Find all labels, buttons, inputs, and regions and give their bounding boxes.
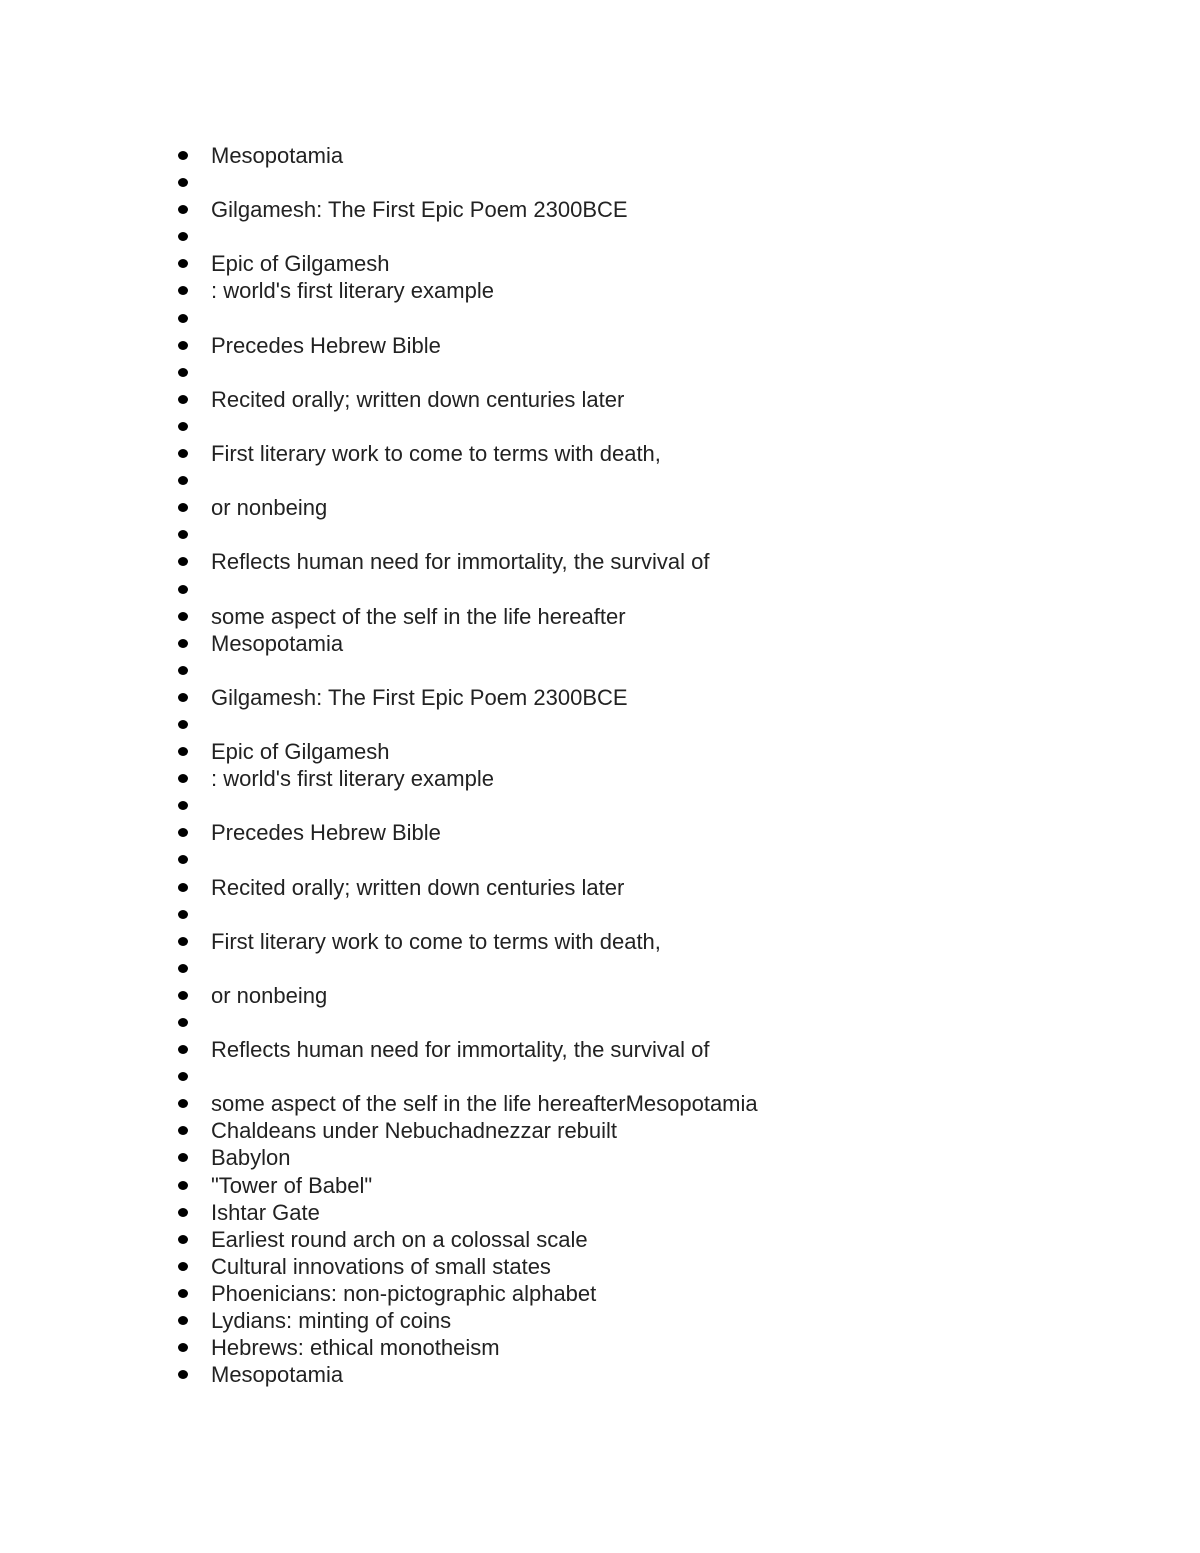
list-item (178, 1199, 1078, 1226)
bullet-icon (178, 368, 188, 377)
bullet-icon (178, 964, 188, 973)
list-item-text: Cultural innovations of small states (211, 1253, 551, 1279)
list-item (178, 1280, 1078, 1307)
list-item (178, 1226, 1078, 1253)
bullet-icon (178, 503, 188, 512)
bullet-icon (178, 1235, 188, 1244)
bullet-icon (178, 259, 188, 268)
bullet-icon (178, 178, 188, 187)
list-item (178, 277, 1078, 304)
list-item-text: Mesopotamia (211, 143, 344, 168)
bullet-icon (178, 1045, 188, 1054)
bullet-icon (178, 1343, 188, 1352)
list-item (178, 711, 1078, 738)
list-item (178, 467, 1078, 494)
list-item (178, 1117, 1078, 1144)
list-item (178, 1361, 1078, 1388)
list-item-text: Gilgamesh: The First Epic Poem 2300BCE (211, 684, 628, 710)
bullet-icon (178, 1099, 188, 1108)
bullet-icon (178, 693, 188, 702)
list-item (178, 223, 1078, 250)
list-item (178, 1036, 1078, 1063)
list-item (178, 440, 1078, 467)
list-item (178, 1090, 1078, 1117)
list-item-text: Ishtar Gate (211, 1199, 320, 1225)
bullet-icon (178, 151, 188, 160)
bullet-icon (178, 476, 188, 485)
bullet-icon (178, 1181, 188, 1190)
list-item (178, 819, 1078, 846)
list-item (178, 521, 1078, 548)
list-item (178, 1334, 1078, 1361)
bullet-icon (178, 1126, 188, 1135)
list-item (178, 792, 1078, 819)
bullet-icon (178, 883, 188, 892)
bullet-icon (178, 205, 188, 214)
bullet-icon (178, 855, 188, 864)
list-item-text: some aspect of the self in the life hereafter (211, 603, 626, 629)
list-item (178, 630, 1078, 657)
list-item (178, 874, 1078, 901)
list-item (178, 548, 1078, 575)
bullet-icon (178, 1153, 188, 1162)
list-item (178, 386, 1078, 413)
list-item-text: First literary work to come to terms with death, (211, 441, 661, 467)
list-item-text: : world's first literary example (211, 278, 494, 304)
list-item (178, 1009, 1078, 1036)
bullet-icon (178, 801, 188, 810)
list-item-text: Reflects human need for immortality, the survival of (211, 1037, 710, 1063)
bullet-icon (178, 530, 188, 539)
bullet-icon (178, 1289, 188, 1298)
list-item (178, 955, 1078, 982)
list-item (178, 1063, 1078, 1090)
list-item-text: Epic of Gilgamesh (211, 739, 390, 765)
list-item (178, 494, 1078, 521)
list-item (178, 1172, 1078, 1199)
list-item (178, 332, 1078, 359)
list-item (178, 928, 1078, 955)
bullet-icon (178, 991, 188, 1000)
list-item (178, 196, 1078, 223)
list-item-text: Recited orally; written down centuries later (211, 386, 625, 412)
list-item (178, 982, 1078, 1009)
bullet-icon (178, 1262, 188, 1271)
bullet-icon (178, 666, 188, 675)
bullet-icon (178, 1208, 188, 1217)
list-item (178, 1144, 1078, 1171)
list-item (178, 359, 1078, 386)
bullet-icon (178, 314, 188, 323)
list-item (178, 413, 1078, 440)
list-item-text: or nonbeing (211, 495, 328, 521)
bullet-icon (178, 1370, 188, 1379)
list-item (178, 901, 1078, 928)
list-item-text: : world's first literary example (211, 766, 494, 792)
bullet-icon (178, 1072, 188, 1081)
list-item-text: Mesopotamia (211, 1362, 344, 1388)
list-item-text: some aspect of the self in the life hereafterMesopotamia (211, 1091, 758, 1117)
bullet-icon (178, 557, 188, 566)
list-item-text: Epic of Gilgamesh (211, 251, 390, 277)
list-item (178, 250, 1078, 277)
bullet-list (178, 142, 1078, 1388)
list-item-text: Precedes Hebrew Bible (211, 332, 441, 358)
bullet-icon (178, 639, 188, 648)
list-item-text: Babylon (211, 1145, 291, 1171)
list-item (178, 657, 1078, 684)
bullet-icon (178, 232, 188, 241)
list-item-text: "Tower of Babel" (211, 1172, 373, 1198)
list-item (178, 846, 1078, 873)
list-item-text: Earliest round arch on a colossal scale (211, 1226, 588, 1252)
list-item (178, 1253, 1078, 1280)
list-item-text: Lydians: minting of coins (211, 1308, 452, 1334)
bullet-icon (178, 422, 188, 431)
bullet-icon (178, 828, 188, 837)
list-item (178, 576, 1078, 603)
bullet-icon (178, 720, 188, 729)
list-item-text: Precedes Hebrew Bible (211, 820, 441, 846)
bullet-icon (178, 286, 188, 295)
list-item (178, 765, 1078, 792)
list-item-text: or nonbeing (211, 982, 328, 1008)
list-item-text: Mesopotamia (211, 630, 344, 656)
list-item-text: Phoenicians: non-pictographic alphabet (211, 1280, 597, 1306)
list-item-text: Chaldeans under Nebuchadnezzar rebuilt (211, 1118, 618, 1144)
list-item-text: Gilgamesh: The First Epic Poem 2300BCE (211, 197, 628, 223)
list-item (178, 142, 1078, 169)
list-item-text: Reflects human need for immortality, the survival of (211, 549, 710, 575)
bullet-icon (178, 910, 188, 919)
bullet-icon (178, 341, 188, 350)
list-item (178, 684, 1078, 711)
bullet-icon (178, 612, 188, 621)
bullet-icon (178, 774, 188, 783)
list-item (178, 1307, 1078, 1334)
list-item-text: Recited orally; written down centuries later (211, 874, 625, 900)
bullet-icon (178, 1018, 188, 1027)
bullet-icon (178, 585, 188, 594)
list-item (178, 603, 1078, 630)
bullet-icon (178, 395, 188, 404)
bullet-icon (178, 937, 188, 946)
bullet-icon (178, 1316, 188, 1325)
list-item (178, 169, 1078, 196)
list-item (178, 305, 1078, 332)
bullet-icon (178, 449, 188, 458)
bullet-icon (178, 747, 188, 756)
list-item (178, 738, 1078, 765)
list-item-text: Hebrews: ethical monotheism (211, 1335, 500, 1361)
list-item-text: First literary work to come to terms with death, (211, 928, 661, 954)
